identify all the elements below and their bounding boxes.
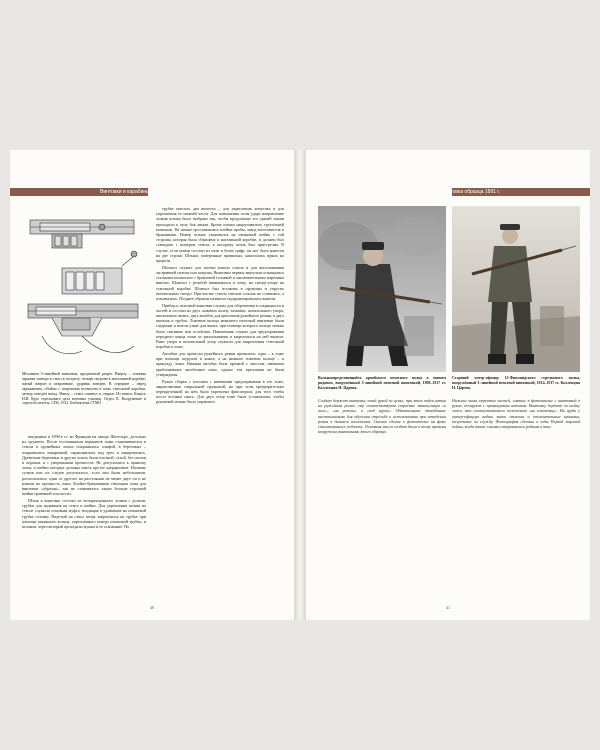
running-header: 3-линейная винтовка образца 1891 г. — [413, 189, 500, 195]
photo-description-right: Нижние чины строевых частей, снятые в фотоателье с винтовкой в руках, позируют с примкнутым штыком. Винтовку держат за шейку ложи, что соответствовало положению «на изготовку». На груди у унтер-офицера видны знаки отличия и отличительные нашивки, полученные за службу. Фотография сделана в годы Первой мировой войны, когда такие снимки отправлялись родным в тыл. — [452, 398, 580, 430]
photo-caption-left: Вольноопределяющийся армейского пехотного полка в зимнем рядовом, вооружённый 3-линейной пехотной винтовкой, 1908–1917 гг. Коллекция Н. Царева. — [318, 376, 446, 390]
paragraph: трубке имелась два вычетка – для укрепления хомутика и для упрочнения ее нижней части. Для повышения силы удара направление лезвия штыка было выбрано так, чтобы продольные его граней линии проходили к полу боя линии. Кроме штыка накручивались тругильной капюшон. На штыке проставлялись клейма пробы, завод-изготовителя и бракования. Номер штыка указывался на штыковой шейке с той стороны, которая была обращена к магазинной коробке, и должен был совпадать с номером ствола, к которому штык был пристрелян. В случае, если номер состоял из пяти и более цифр, он мог быть нанесен на две строки. Штыки, поверенные правильно, наносилась прямо на прорези. — [156, 206, 284, 264]
rifle-mechanism-drawing — [22, 206, 142, 366]
text-column-2 — [156, 206, 284, 606]
photo-description-left: Солдат держит винтовку левой рукой за цевье, при этом виден штык на ружейном ремне, ему соответствуют строевые манипуляции «к ноге», «на ремень» и «под курок». Обязательные отведённые наставлениями для обучения стрельбе и использования при отведении ремня в дальнем положении. Снимок сделан в фотоателье на фоне стилизованного пейзажа. Основная масса солдат была к тому времени вооружена винтовками этого образца. — [318, 398, 446, 435]
book-gutter — [294, 150, 306, 620]
text-column-1 — [22, 434, 146, 604]
paragraph: Антабки для пропуска ружейного ремня крепились: одна – к ложе при помощи шурупов и винта, а на нижнем ложевом кольце – к прикладу ложи. Нижняя антабка была крепкой с хвостом, имевшим приближённое антабочное окно, однако эти крепления не были утверждены. — [156, 350, 284, 377]
paragraph: Ружье сборка с плоским с имевшими предохранения в его ложе, закрепляемым спиральной пружиной, но при этом предварительно перекрученной на нём была укреплена фиксатором, для того чтобы после вставки снять. Для двух опор тоже была установлена, чтобы рукояткой можно было управлять. — [156, 378, 284, 405]
left-page — [10, 150, 294, 620]
photo-standing-officer — [452, 206, 580, 372]
page-number: 40 — [150, 605, 154, 610]
running-header: Винтовки и карабины Российской армии — [100, 189, 194, 195]
right-page — [306, 150, 590, 620]
paragraph: Прибор к пехотной винтовке служил для сбережения в сохранности и частей и состоял из двух ложевых колец, захватки, шомпольного упора, шпоночного винта, двух антабок для крепления ружейного ремня, и двух шпонок и трубок. Ложевые кольца меньшего пехотной винтовки были гладкими и имели узкие для винта, при помощи которого кольцо можно было стягивать или ослаблять. Наконечник служил для предохранения переднего конца ложи от раскалывания и закреплялся на ней винтом. Винт упора и шомпольной упор служили для закрепления ствольной коробки в ложе. — [156, 302, 284, 350]
paragraph: Штык к винтовке состоял из четырехгранного лезвия с долами, трубки для надевания на ствол и шейки. Для укрепления штыка на стволе служили основная муфта, входящая в удлинение на штыковой трубке головку. Надетый на ствол штык закреплялся на трубке при помощи зажимного кольца, укрепленного поверх штыковой трубки, и штыком, через который проходили мушка и ее основание. На — [22, 497, 146, 529]
paragraph: Шомпол служил для чистки канала ствола и для выталкивания застрявшей гильзы или патрона. Винтовки первых выпусков оснащались стальным шомполом с бронзовой головкой и заключительным нарезным винтом. Шомпол с резьбой ввинчивался в ложу, на гнезде-упоре на ствольной коробке. Шомпол был вставлен в пружины и упругих шомпольных гнездо. При чистке ствола стволов сплошь не ставились, а извлекались. Позднее образцы шомпола модернизировались винтом. — [156, 264, 284, 301]
paragraph: введенных в 1890-е гг. во Франции на заводе Шательро, детально их оружием. После постоянными вариантов ложи становившихся в ствола в оружейных ложах покрывались олифой, в березовых – покрывались лакировкой, окрашивались под орех и лакировались. Древесина березовых и других ложах были плотной, сухой, без сколов и пороков, и с умеренными прочности. Не допускались к прямому ложи, и шейки которых должны иметь крутое направление. Наличие сучков или их следов допускалось, если они были небольшими, располагались один от другого на расстоянии не менее двух см и не влияли на прочность ложи. Клейко-бракованная ствольная ложа для винтовки «образца». так не становилась также больше горловой шейки приемной плоскости. — [22, 434, 146, 497]
photo-seated-soldier — [318, 206, 446, 372]
photo-caption-right: Старший унтер-офицер 12-Финляндского стрелкового полка, вооружённый 3-линейной пехотной винтовкой, 1914–1917 гг. Коллекция Н. Царева. — [452, 376, 580, 390]
page-number: 41 — [446, 605, 450, 610]
figure-caption: Механизм 3-линейной винтовки, предельный разрез. Вверху – ложевая заряжка затвора в ствол в застрелу, четыре патрона в магазинной коробке, пятый патрон в патроннике, ударник взведён. В середине – перед заряжанием, обойма с патронами вставлена в пазы ствольной коробки, затвор отведён назад. Внизу – ствол откинут и открыт. Из книги: Кнаусъ И.В. Курс стрелковаго дела военных училищ. Отдел II. Вооружение и стрельба пехоты. СПб, 1912. Библиотека ГТМО — [22, 372, 146, 406]
